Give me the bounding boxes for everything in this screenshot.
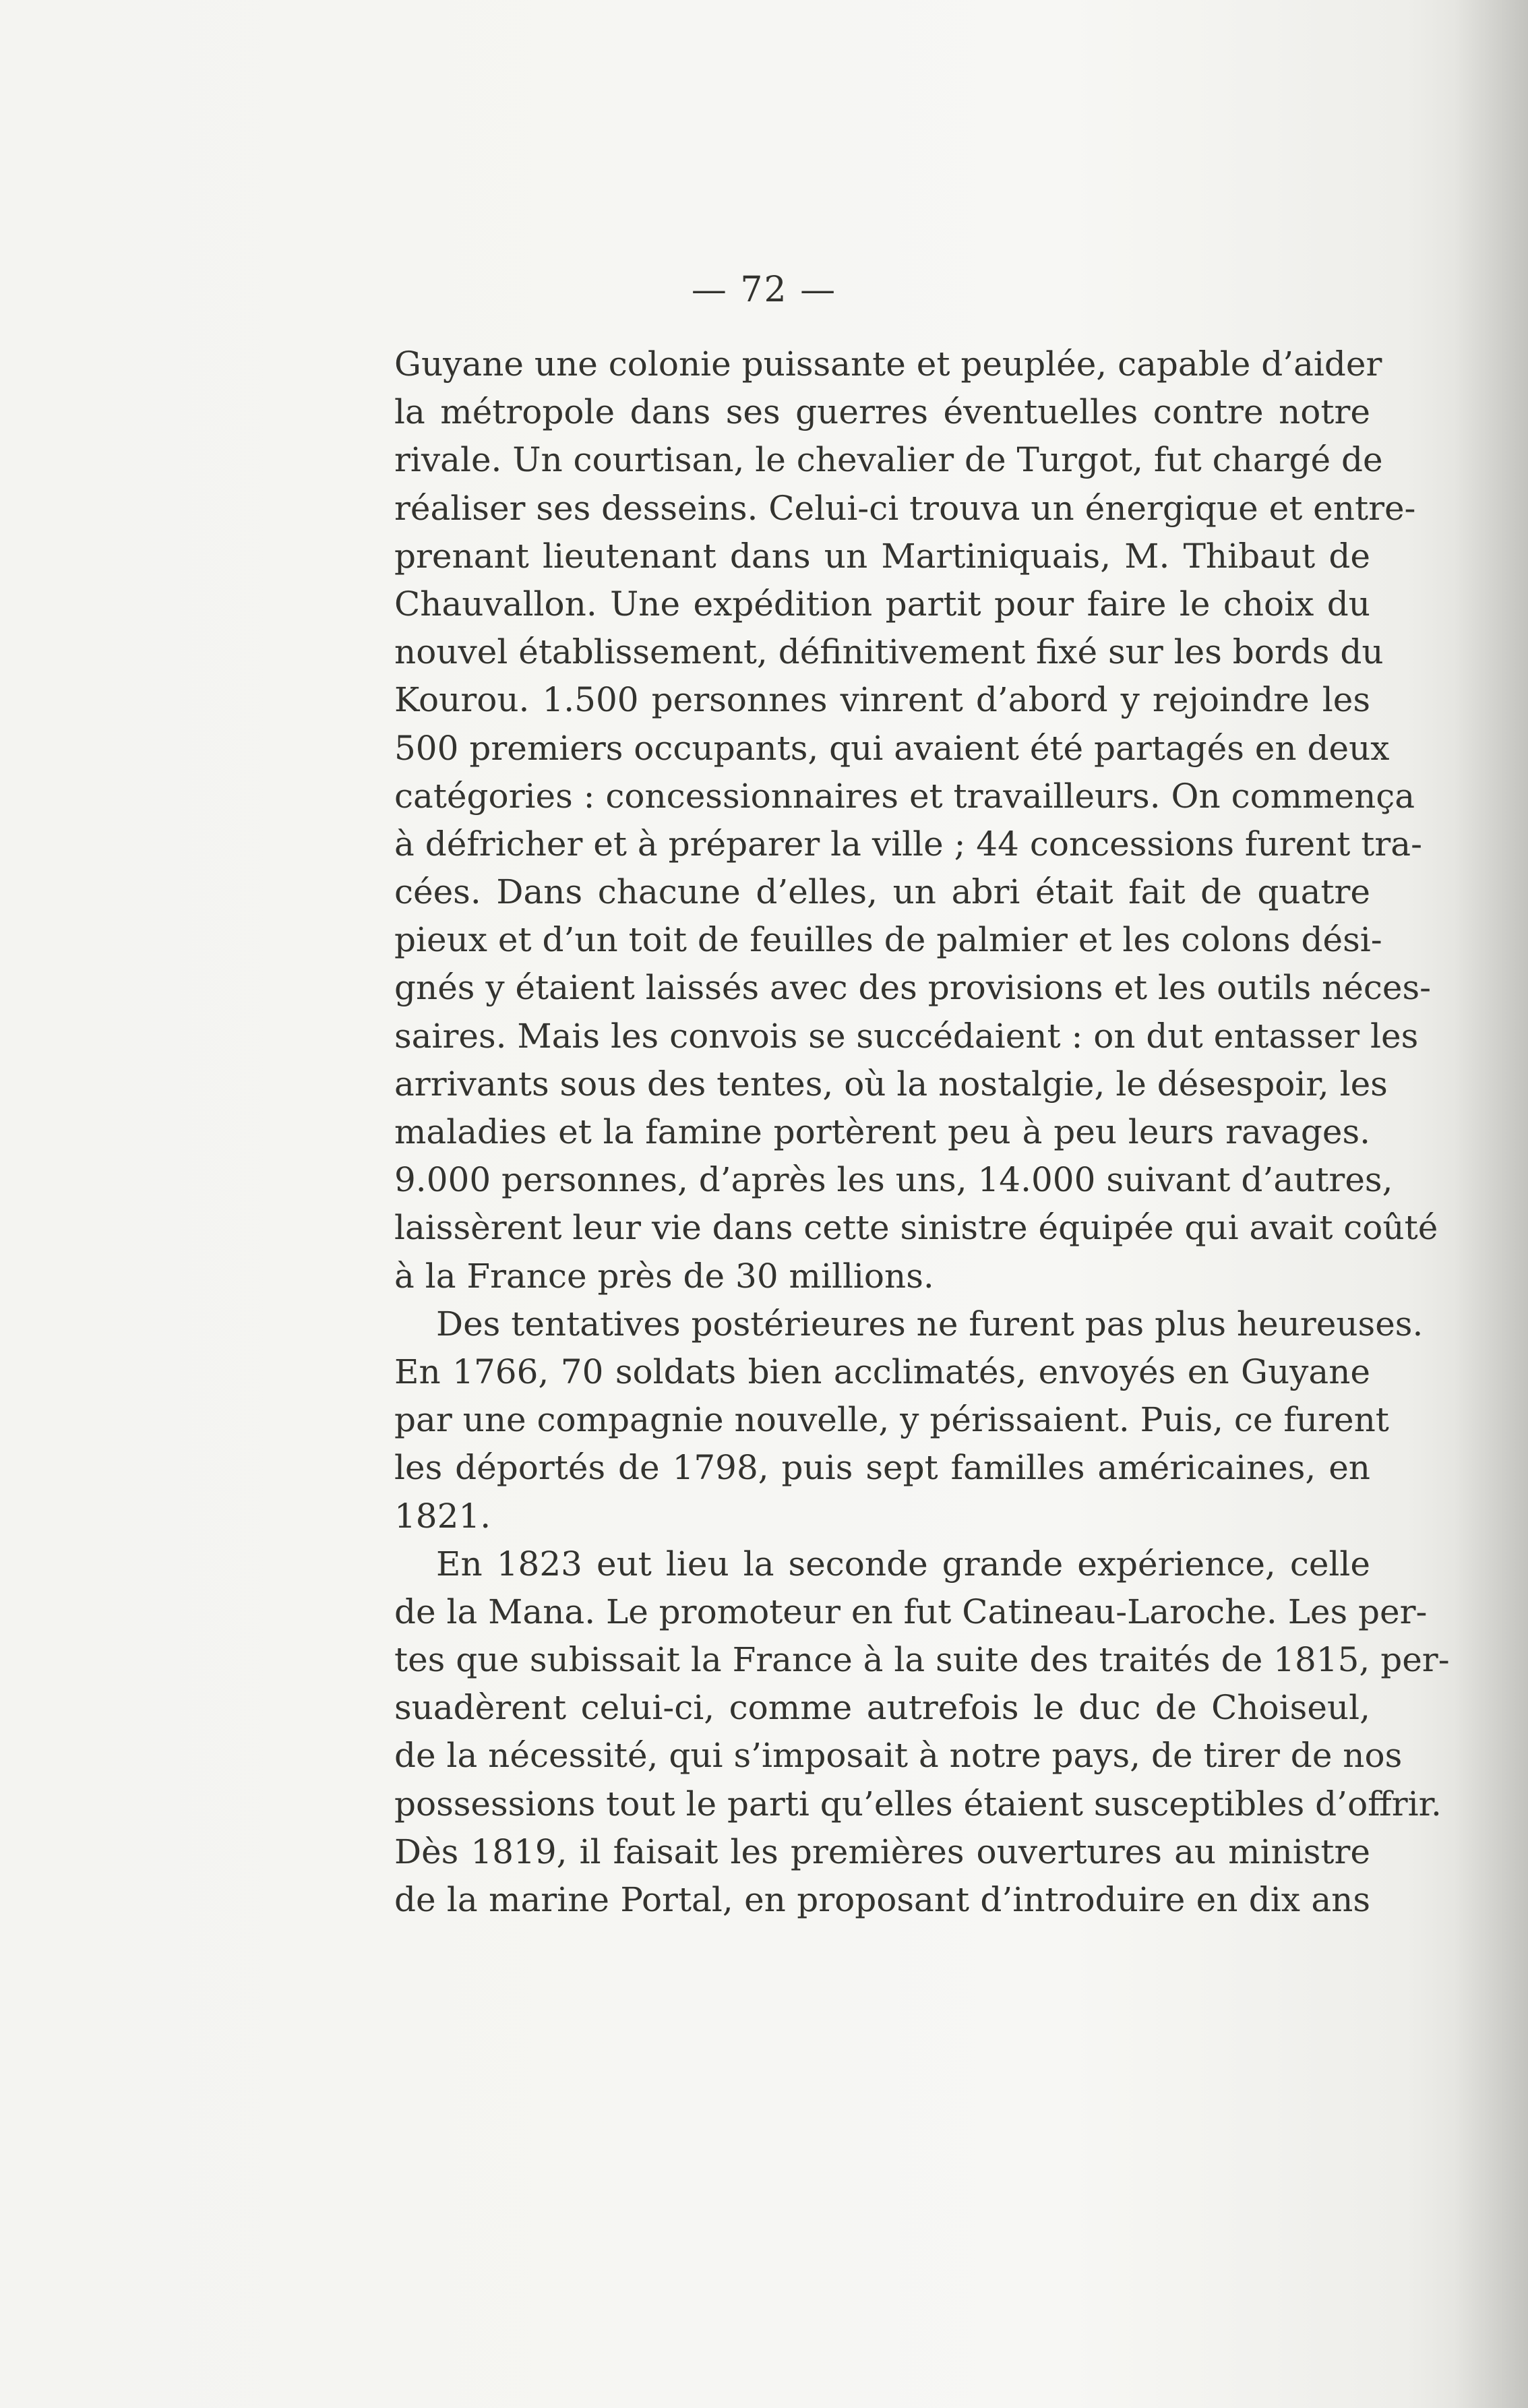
text-line: de la marine Portal, en proposant d’introduire en dix ans [394, 1880, 1370, 1919]
text-line: à défricher et à préparer la ville ; 44 concessions furent tra- [394, 824, 1422, 864]
page-edge-shadow [1454, 0, 1528, 2408]
text-line: rivale. Un courtisan, le chevalier de Turgot, fut chargé de [394, 440, 1383, 480]
paragraph-end-line: 1821. [394, 1496, 491, 1536]
text-line: En 1766, 70 soldats bien acclimatés, envoyés en Guyane [394, 1352, 1370, 1391]
text-line: Dès 1819, il faisait les premières ouvertures au ministre [394, 1832, 1370, 1871]
text-line: tes que subissait la France à la suite des traités de 1815, per- [394, 1640, 1450, 1680]
text-line: possessions tout le parti qu’elles étaient susceptibles d’offrir. [394, 1784, 1442, 1824]
paragraph-end-line: à la France près de 30 millions. [394, 1256, 934, 1296]
text-line: saires. Mais les convois se succédaient : on dut entasser les [394, 1016, 1419, 1056]
text-line: Guyane une colonie puissante et peuplée, capable d’aider [394, 344, 1382, 384]
page-number: — 72 — [691, 270, 837, 310]
text-line: prenant lieutenant dans un Martiniquais, M. Thibaut de [394, 536, 1370, 576]
text-line: arrivants sous des tentes, où la nostalgie, le désespoir, les [394, 1064, 1388, 1104]
text-line: 9.000 personnes, d’après les uns, 14.000 suivant d’autres, [394, 1160, 1393, 1200]
text-line: les déportés de 1798, puis sept familles américaines, en [394, 1448, 1370, 1488]
text-line: Chauvallon. Une expédition partit pour faire le choix du [394, 584, 1370, 624]
text-line: la métropole dans ses guerres éventuelles contre notre [394, 392, 1370, 432]
text-line: nouvel établissement, définitivement fixé sur les bords du [394, 632, 1384, 672]
text-line: 500 premiers occupants, qui avaient été partagés en deux [394, 728, 1390, 768]
text-line: catégories : concessionnaires et travailleurs. On commença [394, 776, 1415, 816]
body-text [394, 340, 1450, 1924]
text-line: gnés y étaient laissés avec des provisions et les outils néces- [394, 968, 1432, 1008]
text-line: pieux et d’un toit de feuilles de palmier et les colons dési- [394, 920, 1382, 960]
text-line: suadèrent celui-ci, comme autrefois le duc de Choiseul, [394, 1688, 1370, 1728]
text-line: de la Mana. Le promoteur en fut Catineau-Laroche. Les per- [394, 1592, 1428, 1631]
paragraph-start-line: Des tentatives postérieures ne furent pas plus heureuses. [436, 1304, 1424, 1344]
paragraph-start-line: En 1823 eut lieu la seconde grande expérience, celle [436, 1544, 1370, 1584]
text-line: laissèrent leur vie dans cette sinistre équipée qui avait coûté [394, 1208, 1438, 1248]
text-line: cées. Dans chacune d’elles, un abri était fait de quatre [394, 872, 1370, 912]
text-line: Kourou. 1.500 personnes vinrent d’abord y rejoindre les [394, 680, 1370, 720]
text-line: réaliser ses desseins. Celui-ci trouva un énergique et entre- [394, 488, 1416, 528]
text-line: maladies et la famine portèrent peu à peu leurs ravages. [394, 1112, 1370, 1151]
text-line: par une compagnie nouvelle, y périssaient. Puis, ce furent [394, 1400, 1389, 1440]
text-line: de la nécessité, qui s’imposait à notre pays, de tirer de nos [394, 1736, 1403, 1776]
